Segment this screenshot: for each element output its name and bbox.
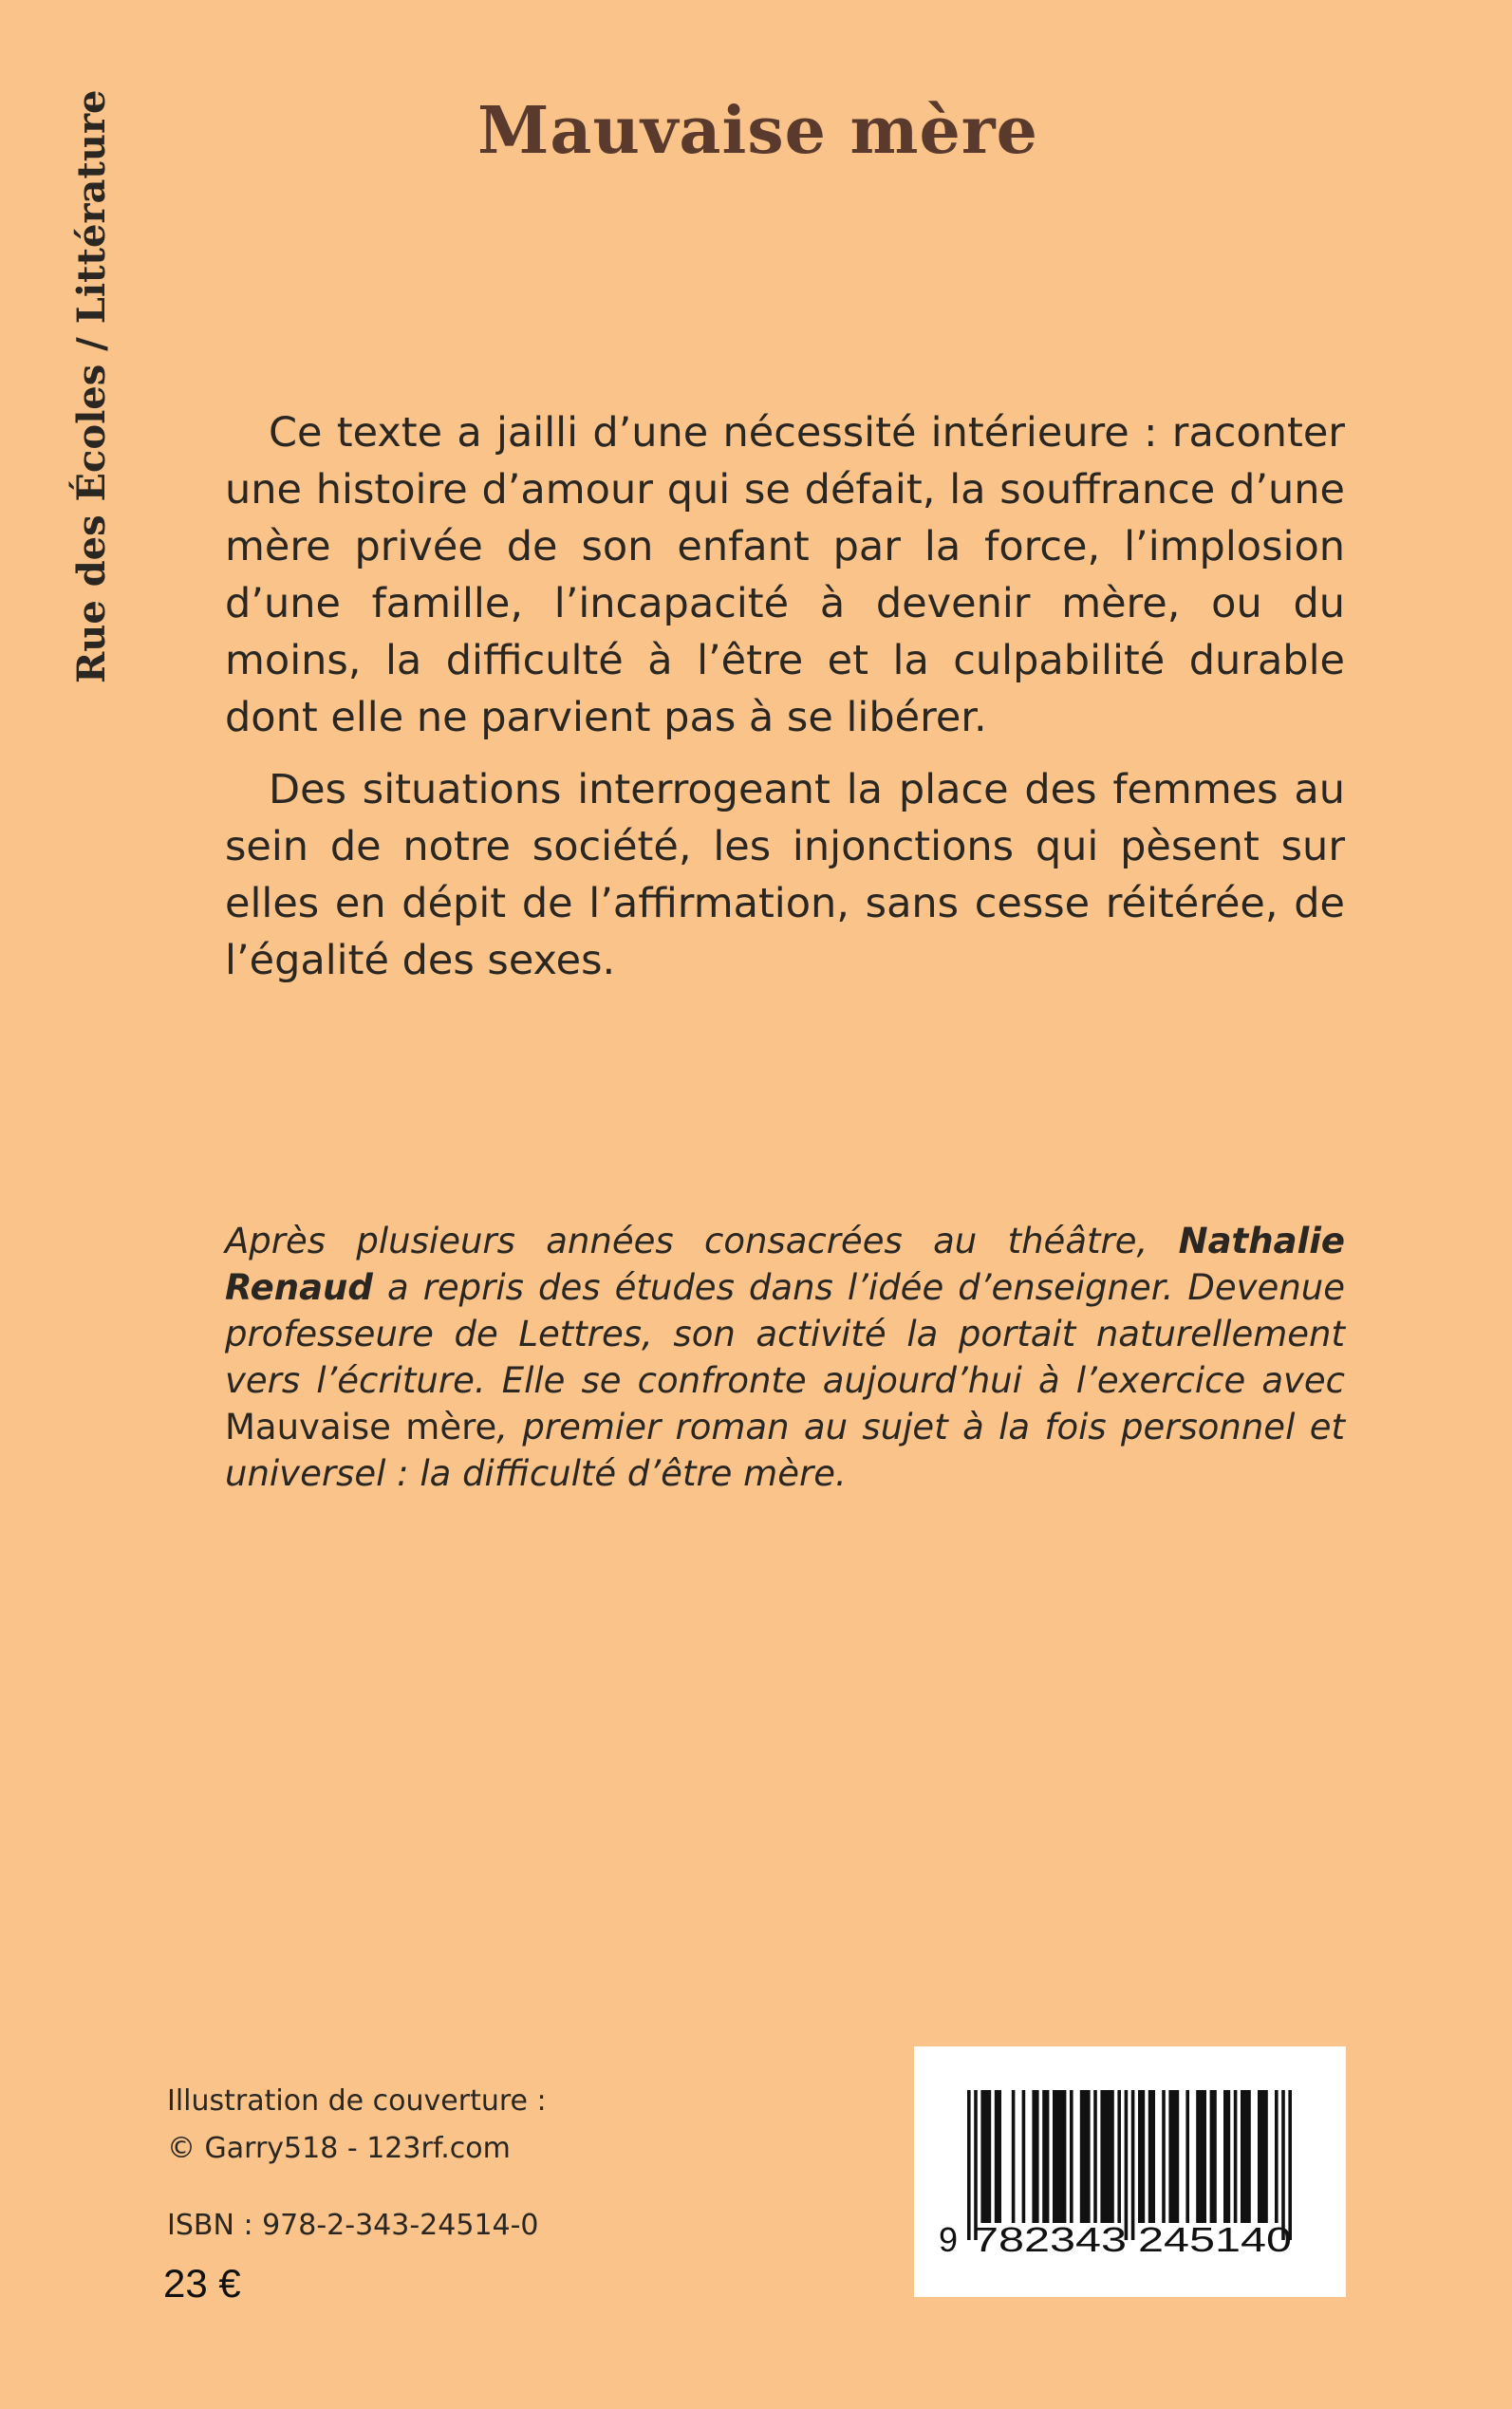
barcode-bar [1032,2090,1038,2223]
collection-label: Rue des Écoles / Littérature [69,89,114,683]
barcode-bar [995,2090,1001,2223]
barcode-right-digits: 245140 [1138,2220,1292,2259]
book-title: Mauvaise mère [477,93,1038,169]
illustration-credit: © Garry518 - 123rf.com [167,2132,511,2165]
barcode-bar [1012,2090,1016,2223]
barcode-guard-bar [1131,2090,1135,2240]
barcode-bar [1100,2090,1113,2223]
illustration-label: Illustration de couverture : [167,2084,547,2118]
barcode-bar [1162,2090,1166,2223]
barcode-guard-bar [967,2090,971,2240]
barcode-bar [1196,2090,1206,2223]
barcode-bar [1080,2090,1091,2223]
barcode-bar [1138,2090,1145,2223]
barcode-guard-bar [974,2090,978,2240]
barcode-first-digit: 9 [939,2220,959,2259]
barcode-bar [1117,2090,1121,2223]
barcode-bar [1241,2090,1251,2223]
blurb [225,404,1345,1004]
barcode-bar [1168,2090,1179,2223]
blurb-paragraph-2: Des situations interrogeant la place des femmes au sein de notre société, les injonctions qui pèsent sur elles en dépit de l’affirmation, sans cesse réitérée, de l’égalité des sexes. [225,766,1345,984]
barcode-bar [1234,2090,1238,2223]
barcode-guard-bar [1288,2090,1292,2240]
barcode-bar [1258,2090,1268,2223]
cover-credits [167,2078,547,2173]
barcode-left-digits: 782343 [973,2220,1127,2259]
barcode-bar [1070,2090,1073,2223]
barcode-guard-bar [1281,2090,1285,2240]
barcode-bar [1042,2090,1049,2223]
author-name: Nathalie Renaud [225,1221,1345,1308]
barcode-bar [980,2090,991,2223]
barcode-bar [1148,2090,1155,2223]
barcode-guard-bar [1125,2090,1129,2240]
bio-text-3: , premier roman au sujet à la fois personnel et universel : la difficulté d’être mère. [225,1407,1345,1494]
barcode [914,2046,1346,2297]
barcode-bar [1223,2090,1230,2223]
author-bio [225,1218,1345,1497]
bio-text-1: Après plusieurs années consacrées au théâtre, [225,1221,1179,1261]
barcode-bar [1022,2090,1026,2223]
bio-book-title: Mauvaise mère [225,1407,497,1447]
barcode-bar [1275,2090,1279,2223]
isbn-text: ISBN : 978-2-343-24514-0 [167,2209,539,2242]
barcode-bar [1093,2090,1097,2223]
price: 23 € [163,2261,241,2306]
barcode-bar [1053,2090,1066,2223]
barcode-bar [1210,2090,1217,2223]
bio-text-2: a repris des études dans l’idée d’enseigner. Devenue professeure de Lettres, son activité la portait naturellement vers l’écriture. Elle se confronte aujourd’hui à l’exercice avec [225,1267,1345,1401]
barcode-graphic [914,2046,1346,2297]
barcode-bar [1185,2090,1189,2223]
blurb-paragraph-1: Ce texte a jailli d’une nécessité intérieure : raconter une histoire d’amour qui se défait, la souffrance d’une mère privée de son enfant par la force, l’implosion d’une famille, l’incapacité à devenir mère, ou du moins, la difficulté à l’être et la culpabilité durable dont elle ne parvient pas à se libérer. [225,409,1345,741]
barcode-bars [967,2090,1292,2240]
